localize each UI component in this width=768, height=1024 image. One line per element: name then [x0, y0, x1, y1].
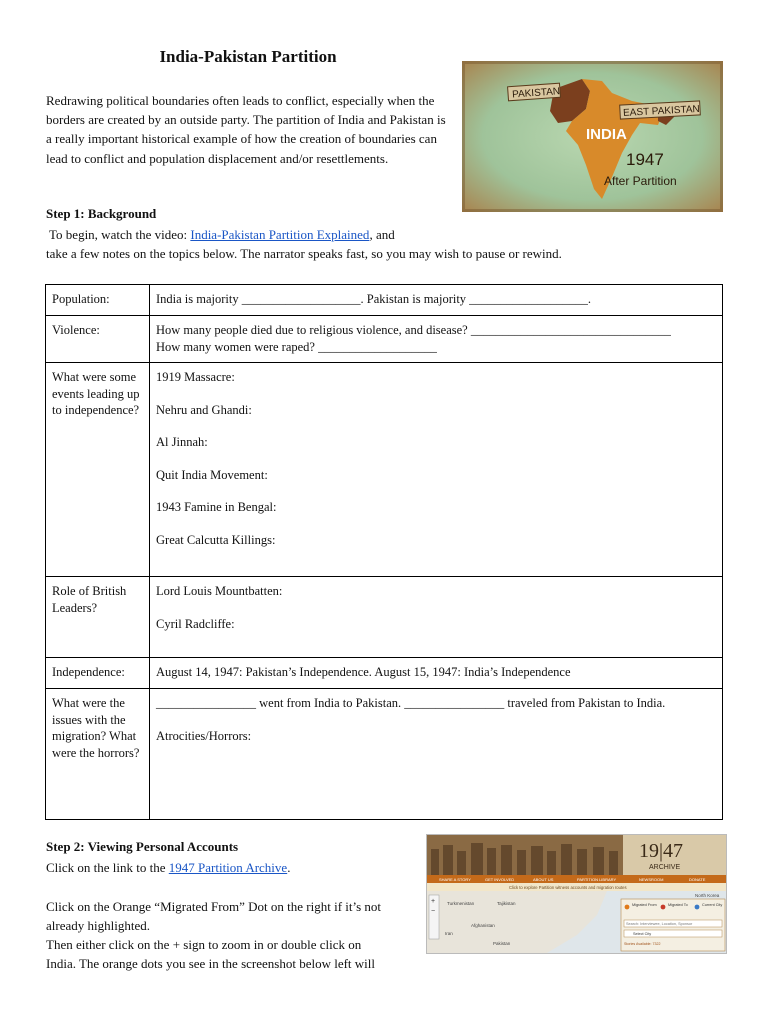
- event-item: Nehru and Ghandi:: [156, 402, 252, 417]
- archive-logo: 19|47: [639, 840, 684, 862]
- violence-question-2: How many women were raped? ___________________: [156, 339, 437, 354]
- violence-question-1: How many people died due to religious violence, and disease? ________________________________: [156, 323, 671, 337]
- step2-line1-pre: Click on the link to the: [46, 860, 169, 875]
- row-label-population: Population:: [46, 285, 150, 316]
- legend-item[interactable]: Current City: [702, 903, 723, 907]
- map-label-after: After Partition: [604, 174, 677, 188]
- events-cell[interactable]: [150, 363, 723, 577]
- video-link[interactable]: India-Pakistan Partition Explained: [190, 227, 370, 242]
- step1-line1-post: , and: [369, 227, 395, 242]
- independence-cell: August 14, 1947: Pakistan’s Independence. August 15, 1947: India’s Independence: [150, 658, 723, 689]
- event-item: 1919 Massacre:: [156, 370, 235, 384]
- archive-logo-sub: ARCHIVE: [649, 864, 681, 871]
- step1-line2: take a few notes on the topics below. The narrator speaks fast, so you may wish to pause or rewind.: [46, 246, 562, 261]
- map-label: Tajikistan: [497, 901, 516, 906]
- step2-instruction: [46, 858, 290, 877]
- migrated-from-dot[interactable]: [625, 905, 630, 910]
- map-label-india: INDIA: [586, 126, 627, 143]
- british-item: Lord Louis Mountbatten:: [156, 584, 283, 598]
- migration-question-2: Atrocities/Horrors:: [156, 728, 252, 743]
- nav-item[interactable]: GET INVOLVED: [485, 877, 515, 882]
- notes-table: [45, 284, 723, 820]
- table-row: [46, 577, 723, 658]
- table-row: [46, 316, 723, 363]
- archive-search-placeholder: Search: Interviewee, Location, Sponsor: [626, 922, 693, 926]
- nav-item[interactable]: ABOUT US: [533, 877, 554, 882]
- map-label-east-pakistan: EAST PAKISTAN: [622, 103, 701, 119]
- table-row: [46, 689, 723, 820]
- table-row: [46, 658, 723, 689]
- event-item: 1943 Famine in Bengal:: [156, 500, 277, 514]
- nav-item[interactable]: SHARE A STORY: [439, 877, 471, 882]
- legend-item[interactable]: Migrated To: [668, 903, 688, 907]
- partition-map-image: [462, 61, 723, 212]
- event-item: Al Jinnah:: [156, 435, 208, 449]
- archive-screenshot: [426, 834, 727, 954]
- population-cell[interactable]: India is majority ___________________. Pakistan is majority ___________________.: [150, 285, 723, 316]
- british-item: Cyril Radcliffe:: [156, 616, 235, 631]
- map-label: Afghanistan: [471, 923, 495, 928]
- row-label-independence: Independence:: [46, 658, 150, 689]
- zoom-out-button[interactable]: −: [431, 908, 436, 915]
- step1-instruction: [46, 225, 395, 244]
- violence-cell[interactable]: [150, 316, 723, 363]
- migration-question-1: ________________ went from India to Pakistan. ________________ traveled from Pakistan to India.: [156, 696, 666, 710]
- map-label-year: 1947: [626, 150, 664, 169]
- step2-para-line: Then either click on the + sign to zoom in or double click on: [46, 937, 362, 952]
- migrated-to-dot[interactable]: [661, 905, 666, 910]
- british-cell[interactable]: [150, 577, 723, 658]
- row-label-british: Role of British Leaders?: [46, 577, 150, 658]
- archive-banner: Click to explore Partition witness accounts and migration routes: [509, 885, 627, 890]
- map-label: North Korea: [695, 893, 720, 898]
- migration-cell[interactable]: [150, 689, 723, 820]
- map-label: Iran: [445, 931, 453, 936]
- step2-para-line: India. The orange dots you see in the screenshot below left will: [46, 956, 376, 971]
- nav-item[interactable]: DONATE: [689, 877, 706, 882]
- event-item: Quit India Movement:: [156, 467, 268, 482]
- step2-para-line: already highlighted.: [46, 918, 150, 933]
- intro-paragraph: Redrawing political boundaries often leads to conflict, especially when the borders are created by an outside party. The partition of India and Pakistan is a really important historical example of how the creation of boundaries can lead to conflict and population displacement and/or resettlements.: [46, 93, 446, 166]
- step2-heading: Step 2: Viewing Personal Accounts: [46, 839, 239, 854]
- step1-line1-pre: To begin, watch the video:: [46, 227, 191, 242]
- table-row: [46, 363, 723, 577]
- step1-heading: Step 1: Background: [46, 206, 157, 221]
- map-label: Turkmenistan: [447, 901, 475, 906]
- step2-line1-post: .: [287, 860, 291, 875]
- nav-item[interactable]: PARTITION LIBRARY: [577, 877, 617, 882]
- row-label-migration: What were the issues with the migration? What were the horrors?: [46, 689, 150, 820]
- page-title: India-Pakistan Partition: [159, 47, 337, 66]
- map-label-pakistan: PAKISTAN: [511, 86, 561, 101]
- nav-item[interactable]: NEWSROOM: [639, 877, 664, 882]
- map-label: Pakistan: [493, 941, 511, 946]
- legend-item[interactable]: Migrated From: [632, 903, 657, 907]
- stories-count: Stories Available: 7322: [624, 942, 661, 946]
- row-label-violence: Violence:: [46, 316, 150, 363]
- archive-link[interactable]: 1947 Partition Archive: [168, 860, 288, 875]
- select-city-label: Select City: [633, 932, 652, 936]
- zoom-in-button[interactable]: +: [431, 898, 436, 905]
- step2-para-line: Click on the Orange “Migrated From” Dot on the right if it’s not: [46, 899, 382, 914]
- row-label-events: What were some events leading up to independence?: [46, 363, 150, 577]
- current-city-dot[interactable]: [695, 905, 700, 910]
- table-row: [46, 285, 723, 316]
- event-item: Great Calcutta Killings:: [156, 532, 276, 547]
